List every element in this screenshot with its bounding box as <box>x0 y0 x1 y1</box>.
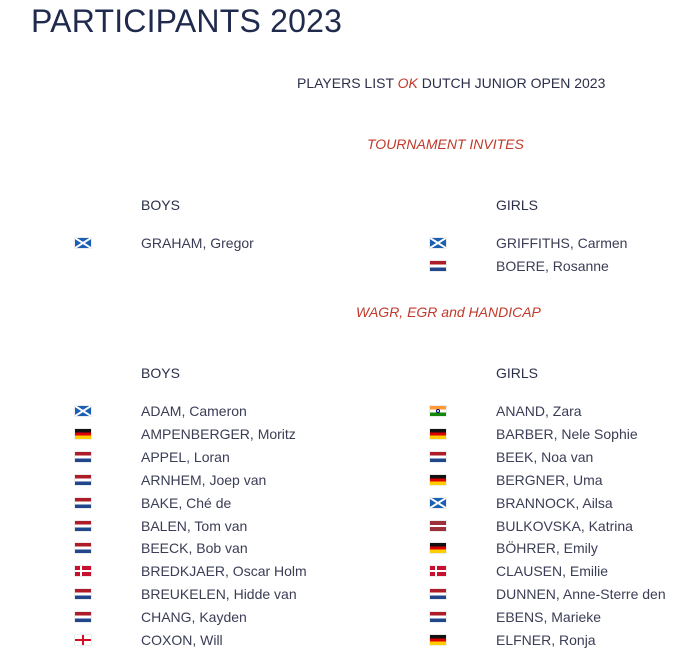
wagr-girls-heading: GIRLS <box>496 365 539 381</box>
germany-flag-icon <box>430 543 446 553</box>
subtitle-prefix: PLAYERS LIST <box>297 75 398 91</box>
player-name: DUNNEN, Anne-Sterre den <box>496 586 666 603</box>
player-row <box>0 518 680 538</box>
player-row <box>0 563 680 583</box>
germany-flag-icon <box>430 475 446 485</box>
player-name: BEEK, Noa van <box>496 448 594 465</box>
player-name: BULKOVSKA, Katrina <box>496 517 633 534</box>
scotland-flag-icon <box>430 498 446 508</box>
player-name: BÖHRER, Emily <box>496 540 598 557</box>
player-row <box>0 472 680 492</box>
player-name: CLAUSEN, Emilie <box>496 563 609 580</box>
player-name: AMPENBERGER, Moritz <box>141 425 296 442</box>
player-name: BEECK, Bob van <box>141 540 248 557</box>
wagr-egr-handicap-heading: WAGR, EGR and HANDICAP <box>356 304 541 320</box>
denmark-flag-icon <box>430 566 446 576</box>
player-row <box>0 235 680 255</box>
player-name: ADAM, Cameron <box>141 403 247 419</box>
netherlands-flag-icon <box>430 612 446 622</box>
player-row <box>0 403 680 423</box>
subtitle-ok-link[interactable]: OK <box>397 75 418 91</box>
subtitle-suffix: DUTCH JUNIOR OPEN 2023 <box>417 75 606 91</box>
player-name: COXON, Will <box>141 632 223 648</box>
player-name: ANAND, Zara <box>496 403 582 419</box>
player-row <box>0 632 680 652</box>
netherlands-flag-icon <box>430 261 446 271</box>
player-row <box>0 258 680 278</box>
player-name: APPEL, Loran <box>141 448 230 465</box>
player-row <box>0 609 680 629</box>
player-name: ARNHEM, Joep van <box>141 471 267 488</box>
player-name: BAKE, Ché de <box>141 494 232 511</box>
player-name: BREDKJAER, Oscar Holm <box>141 563 307 580</box>
player-name: BRANNOCK, Ailsa <box>496 494 613 511</box>
invites-girls-heading: GIRLS <box>496 197 539 213</box>
player-name: BERGNER, Uma <box>496 471 603 488</box>
player-name: BALEN, Tom van <box>141 517 248 534</box>
player-name: CHANG, Kayden <box>141 609 247 626</box>
player-row <box>0 540 680 560</box>
germany-flag-icon <box>430 635 446 645</box>
player-row <box>0 586 680 606</box>
player-name: EBENS, Marieke <box>496 609 602 626</box>
germany-flag-icon <box>430 429 446 439</box>
netherlands-flag-icon <box>430 589 446 599</box>
players-list-subtitle <box>297 75 605 91</box>
tournament-invites-heading: TOURNAMENT INVITES <box>367 136 524 152</box>
player-name: GRIFFITHS, Carmen <box>496 235 628 251</box>
player-row <box>0 426 680 446</box>
wagr-boys-heading: BOYS <box>141 365 180 381</box>
player-row <box>0 495 680 515</box>
player-name: BOERE, Rosanne <box>496 258 609 274</box>
invites-boys-heading: BOYS <box>141 197 180 213</box>
india-flag-icon <box>430 406 446 416</box>
player-row <box>0 449 680 469</box>
player-name: ELFNER, Ronja <box>496 632 596 648</box>
player-name: GRAHAM, Gregor <box>141 235 254 251</box>
page-title: PARTICIPANTS 2023 <box>31 3 343 39</box>
player-name: BARBER, Nele Sophie <box>496 425 638 442</box>
scotland-flag-icon <box>430 238 446 248</box>
netherlands-flag-icon <box>430 452 446 462</box>
latvia-flag-icon <box>430 521 446 531</box>
player-name: BREUKELEN, Hidde van <box>141 586 297 603</box>
